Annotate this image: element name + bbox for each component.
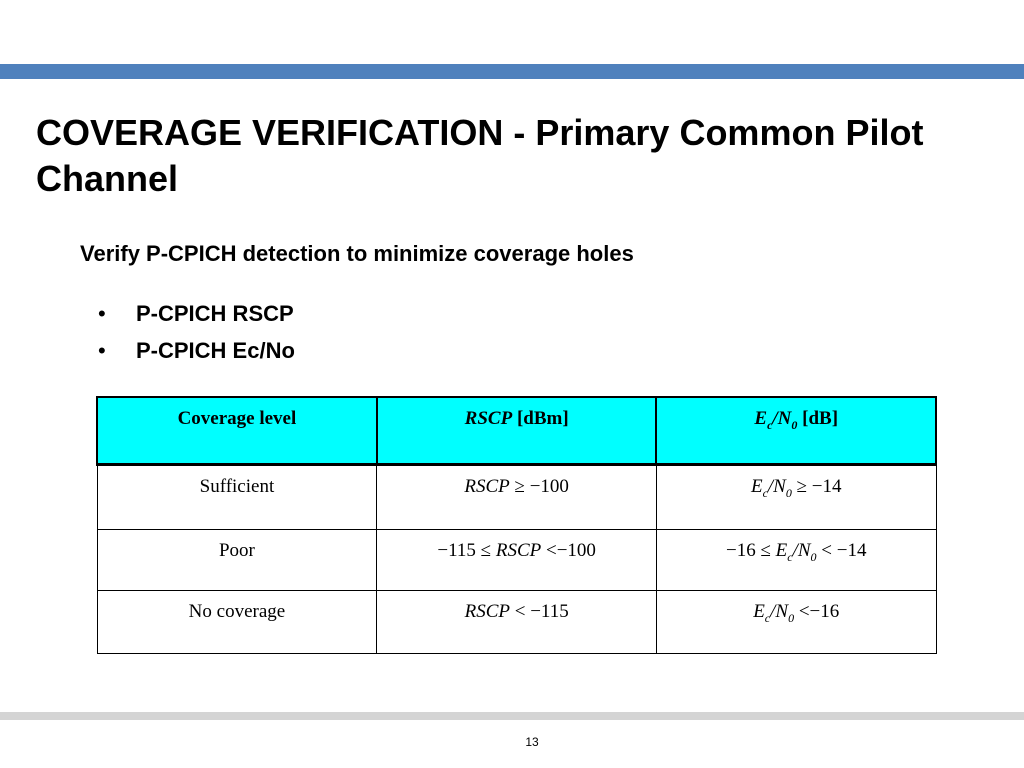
table-row [97,530,936,591]
cell-rscp: −115 ≤ RSCP <−100 [377,530,657,591]
coverage-table [96,396,937,654]
page-number: 13 [525,735,539,749]
cell-ecno: $-16 \le E_c/N_0 < -14$ [656,530,936,591]
table-header-row [97,397,936,465]
header-rscp: RSCP [dBm] [377,397,657,465]
cell-ecno: $E_c/N_0 <-16$ [656,591,936,654]
bullet-list [98,300,295,374]
table-row [97,465,936,530]
bullet-item [98,300,295,337]
bullet-text: P-CPICH RSCP [136,301,294,326]
table-row [97,591,936,654]
bullet-dot: • [98,301,106,326]
top-accent-bar [0,64,1024,79]
slide-title: COVERAGE VERIFICATION - Primary Common Pilot Channel [36,112,924,199]
header-ecno: $E_c/N_0$ [dB] [656,397,936,465]
cell-coverage-level: No coverage [97,591,377,654]
cell-rscp: RSCP ≥ −100 [377,465,657,530]
bullet-item [98,337,295,374]
cell-coverage-level: Sufficient [97,465,377,530]
cell-ecno: $E_c/N_0 \ge -14$ [656,465,936,530]
slide-subtitle: Verify P-CPICH detection to minimize coverage holes [80,241,634,266]
cell-rscp: RSCP < −115 [377,591,657,654]
bullet-dot: • [98,338,106,363]
bottom-divider-bar [0,712,1024,720]
bullet-text: P-CPICH Ec/No [136,338,295,363]
cell-coverage-level: Poor [97,530,377,591]
header-coverage-level: Coverage level [97,397,377,465]
